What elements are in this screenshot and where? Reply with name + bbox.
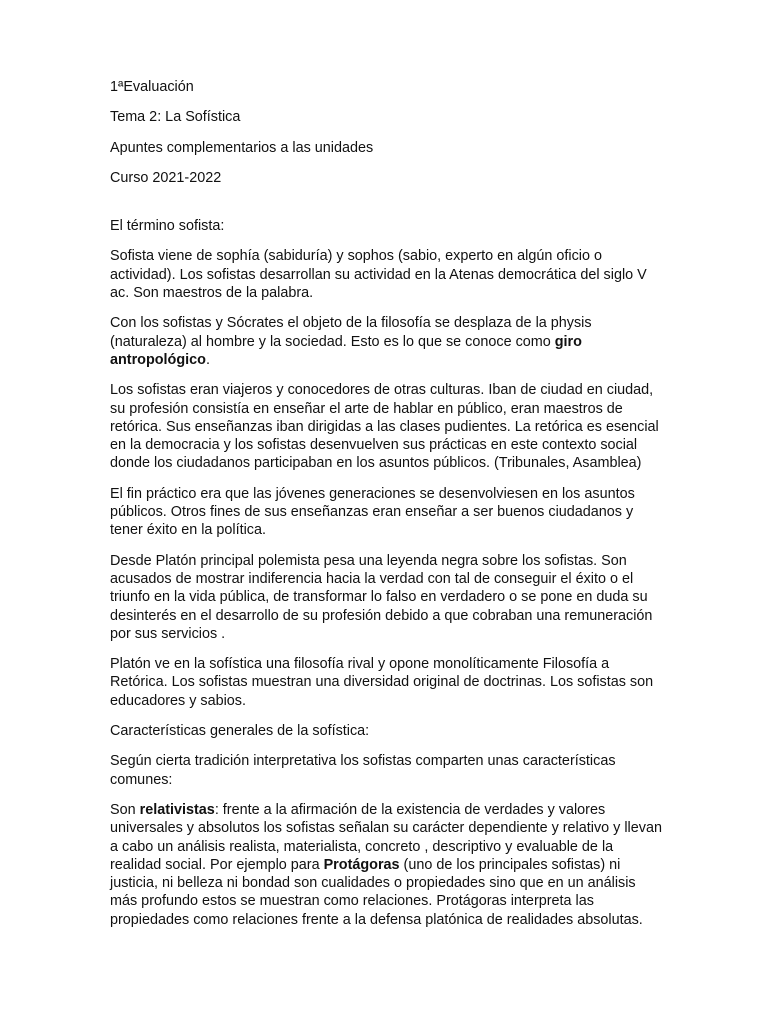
section-heading-characteristics: Características generales de la sofística: bbox=[110, 723, 370, 740]
paragraph-end: . bbox=[205, 351, 210, 368]
paragraph-tradition: Según cierta tradición interpretativa los sofistas comparten unas características comunes: bbox=[110, 753, 616, 788]
topic-title: Tema 2: La Sofística bbox=[110, 109, 241, 126]
document-page bbox=[110, 78, 662, 941]
paragraph-middle: : frente a la afirmación de la existencia de verdades y valores universales y absolutos los sofistas señalan su carácter dependiente y relativo y llevan a cabo un análisis realista, materialista, concreto , descriptivo y evaluable de la realidad social. Por ejemplo para bbox=[110, 801, 662, 873]
course-year: Curso 2021-2022 bbox=[110, 169, 222, 186]
paragraph-anthropological-turn bbox=[110, 314, 662, 369]
paragraph-start: Son bbox=[110, 801, 140, 818]
spacer bbox=[110, 199, 662, 217]
paragraph-practical-aim: El fin práctico era que las jóvenes generaciones se desenvolviesen en los asuntos públicos. Otros fines de sus enseñanzas eran enseñar a ser buenos ciudadanos y tener éxito en la política. bbox=[110, 485, 635, 539]
paragraph-black-legend: Desde Platón principal polemista pesa una leyenda negra sobre los sofistas. Son acusados de mostrar indiferencia hacia la verdad con tal de conseguir el éxito o el triunfo en la vida pública, de transformar lo falso en verdadero o se pone en duda su desinterés en el desarrollo de su profesión debido a que cobraban una remuneración por sus servicios . bbox=[110, 552, 653, 642]
paragraph-etymology: Sofista viene de sophía (sabiduría) y sophos (sabio, experto en algún oficio o actividad). Los sofistas desarrollan su actividad en la Atenas democrática del siglo V ac. Son maestros de la palabra. bbox=[110, 248, 647, 302]
paragraph-travelers: Los sofistas eran viajeros y conocedores de otras culturas. Iban de ciudad en ciudad, su profesión consistía en enseñar el arte de hablar en público, eran maestros de retórica. Sus enseñanzas iban dirigidas a las clases pudientes. La retórica es esencial en la democracia y los sofistas desenvuelven sus prácticas en este contexto social donde los ciudadanos participaban en los asuntos públicos. (Tribunales, Asamblea) bbox=[110, 382, 659, 472]
bold-term-protagoras: Protágoras bbox=[323, 856, 400, 873]
paragraph-text: Con los sofistas y Sócrates el objeto de la filosofía se desplaza de la physis (naturaleza) al hombre y la sociedad. Esto es lo que se conoce como bbox=[110, 315, 592, 350]
bold-term-giro: giro antropológico bbox=[110, 333, 582, 368]
notes-subtitle: Apuntes complementarios a las unidades bbox=[110, 139, 374, 156]
paragraph-end: (uno de los principales sofistas) ni justicia, ni belleza ni bondad son cualidades o propiedades sino que en un análisis más profundo estos se muestran como relaciones. Protágoras interpreta las propiedades como relaciones frente a la defensa platónica de realidades absolutas. bbox=[110, 856, 643, 928]
paragraph-plato-rival: Platón ve en la sofística una filosofía rival y opone monolíticamente Filosofía a Retórica. Los sofistas muestran una diversidad original de doctrinas. Los sofistas son educadores y sabios. bbox=[110, 656, 654, 709]
bold-term-relativistas: relativistas bbox=[139, 801, 215, 818]
evaluation-label: 1ªEvaluación bbox=[110, 79, 194, 95]
section-heading-sofista: El término sofista: bbox=[110, 218, 225, 235]
paragraph-relativists bbox=[110, 801, 662, 929]
